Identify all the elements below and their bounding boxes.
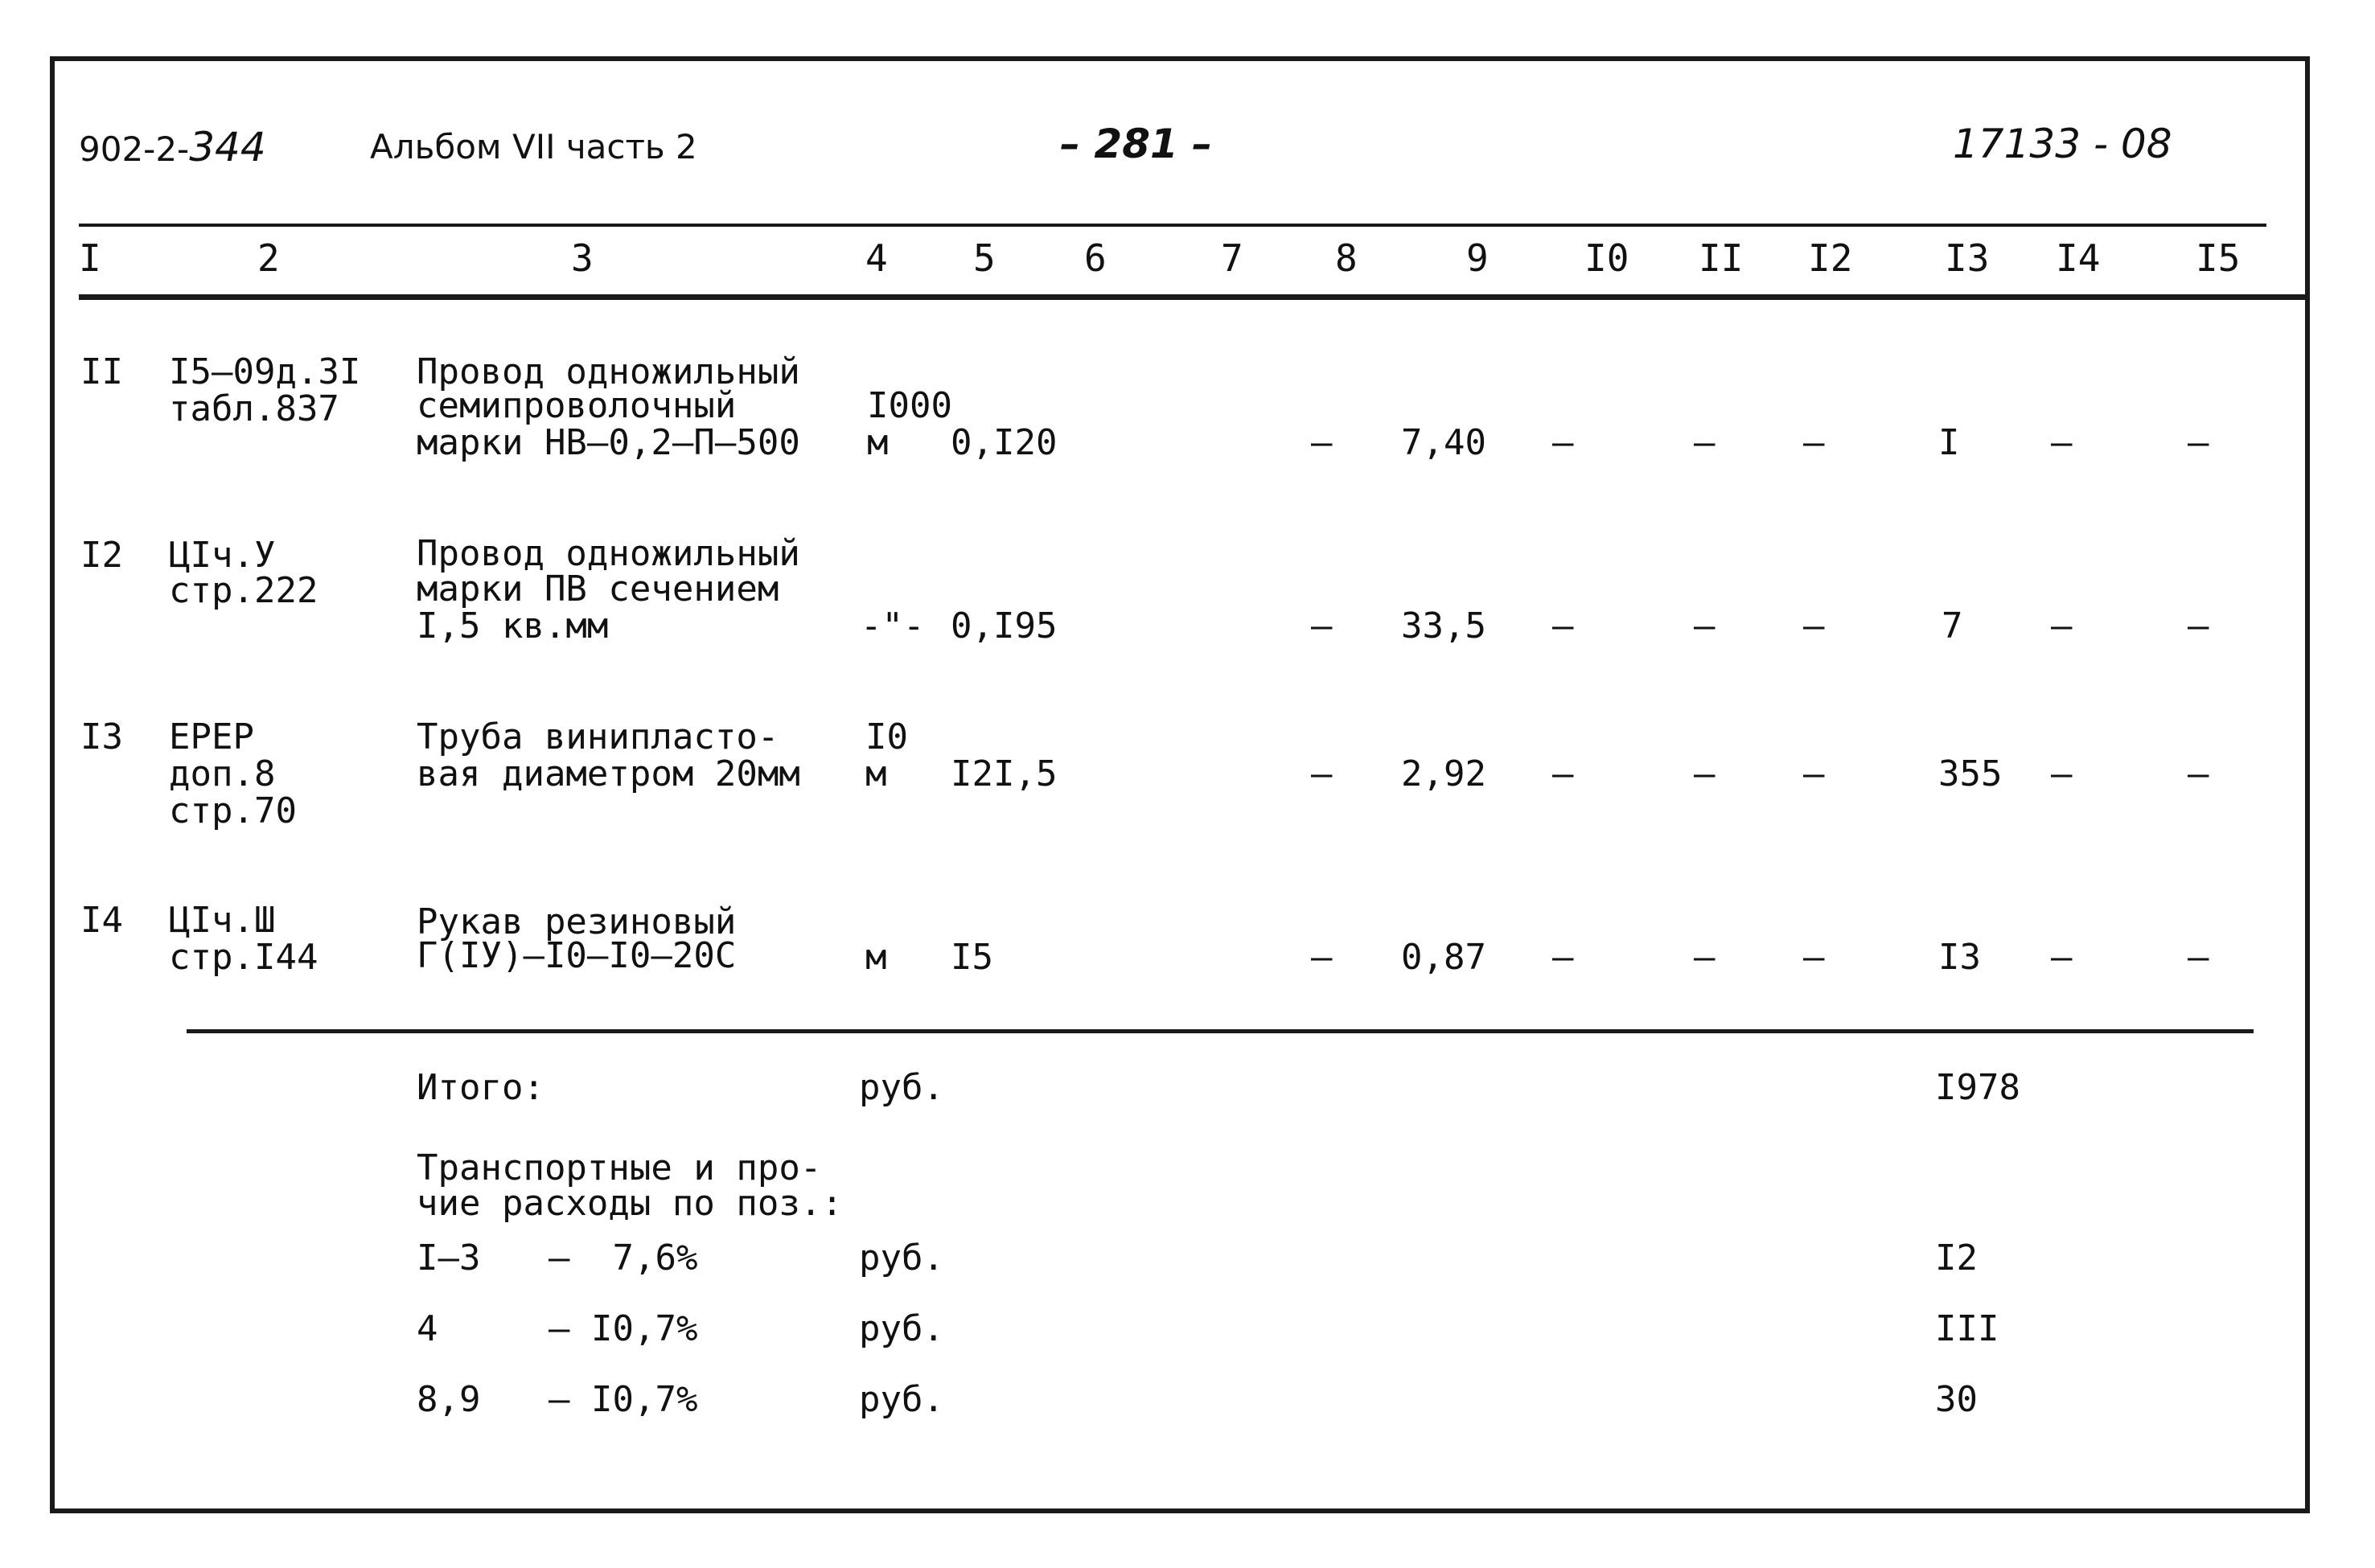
row-unit: м <box>865 753 887 794</box>
page-number: – 281 – <box>1060 121 1213 167</box>
transport-value: III <box>1935 1308 1999 1349</box>
row-quantity: 0,I20 <box>951 422 1058 463</box>
row-description: Рукав резиновый <box>417 901 737 942</box>
row-col15: – <box>2188 753 2209 794</box>
album-label: Альбом VII часть 2 <box>370 127 697 166</box>
row-col14: – <box>2051 937 2073 978</box>
row-col13: I3 <box>1938 937 1981 978</box>
row-number: I4 <box>80 900 123 941</box>
transport-position: 4 <box>417 1308 438 1349</box>
row-col9: 33,5 <box>1401 605 1486 646</box>
row-unit: м <box>865 937 887 978</box>
row-col8: – <box>1311 605 1333 646</box>
row-description: I,5 кв.мм <box>417 605 609 646</box>
column-number: 7 <box>1221 236 1243 280</box>
row-col11: – <box>1694 422 1716 463</box>
transport-unit: руб. <box>859 1308 944 1349</box>
row-unit: I000 <box>867 385 952 426</box>
row-col12: – <box>1803 753 1825 794</box>
column-number: 8 <box>1335 236 1358 280</box>
column-number: 5 <box>973 236 996 280</box>
row-reference: стр.I44 <box>169 937 318 978</box>
column-number: 6 <box>1084 236 1107 280</box>
row-col15: – <box>2188 937 2209 978</box>
row-description: Провод одножильный <box>417 533 800 574</box>
transport-label: чие расходы по поз.: <box>417 1183 843 1224</box>
row-reference: стр.70 <box>169 790 297 831</box>
row-col14: – <box>2051 605 2073 646</box>
row-col9: 2,92 <box>1401 753 1486 794</box>
row-reference: табл.837 <box>169 388 339 429</box>
total-unit: руб. <box>859 1067 944 1108</box>
total-value: I978 <box>1935 1067 2020 1108</box>
row-quantity: 0,I95 <box>951 605 1058 646</box>
row-col10: – <box>1552 753 1574 794</box>
row-col10: – <box>1552 605 1574 646</box>
row-col13: I <box>1938 422 1960 463</box>
transport-value: I2 <box>1935 1238 1978 1279</box>
row-col9: 7,40 <box>1401 422 1486 463</box>
column-number: 3 <box>571 236 594 280</box>
row-col11: – <box>1694 753 1716 794</box>
row-col11: – <box>1694 605 1716 646</box>
totals-rule <box>187 1029 2254 1033</box>
row-col12: – <box>1803 937 1825 978</box>
row-description: семипроволочный <box>417 385 737 426</box>
row-quantity: I5 <box>951 937 993 978</box>
project-code: 902-2-344 <box>79 124 266 170</box>
column-number: II <box>1699 236 1744 280</box>
column-number: I4 <box>2056 236 2101 280</box>
row-reference: I5–09д.3I <box>169 351 361 392</box>
column-number: I <box>79 236 101 280</box>
row-col10: – <box>1552 422 1574 463</box>
row-col14: – <box>2051 753 2073 794</box>
row-col9: 0,87 <box>1401 937 1486 978</box>
transport-percent: – I0,7% <box>549 1379 698 1420</box>
column-number: I5 <box>2196 236 2241 280</box>
row-col13: 7 <box>1942 605 1963 646</box>
column-number: 2 <box>257 236 280 280</box>
row-col15: – <box>2188 605 2209 646</box>
document-number: 17133 - 08 <box>1953 121 2172 167</box>
header-bottom-rule <box>79 294 2307 300</box>
transport-value: 30 <box>1935 1379 1978 1420</box>
row-description: Г(IУ)–I0–I0–20С <box>417 935 737 976</box>
transport-position: I–3 <box>417 1238 481 1279</box>
row-col12: – <box>1803 422 1825 463</box>
row-col13: 355 <box>1938 753 2003 794</box>
row-col12: – <box>1803 605 1825 646</box>
row-col15: – <box>2188 422 2209 463</box>
row-col10: – <box>1552 937 1574 978</box>
row-unit: м <box>867 422 889 463</box>
row-col14: – <box>2051 422 2073 463</box>
row-number: II <box>80 351 123 392</box>
row-description: Провод одножильный <box>417 351 800 392</box>
row-col8: – <box>1311 753 1333 794</box>
row-number: I2 <box>80 535 123 576</box>
row-unit: I0 <box>865 716 908 757</box>
row-reference: доп.8 <box>169 753 276 794</box>
row-unit: -"- <box>861 605 925 646</box>
transport-unit: руб. <box>859 1379 944 1420</box>
header-top-rule <box>79 224 2266 227</box>
column-number: 9 <box>1466 236 1489 280</box>
transport-label: Транспортные и про- <box>417 1147 822 1188</box>
row-description: Труба винипласто- <box>417 716 779 757</box>
column-number: I3 <box>1945 236 1990 280</box>
row-number: I3 <box>80 716 123 757</box>
transport-percent: – 7,6% <box>549 1238 698 1279</box>
row-reference: ЕРЕР <box>169 716 254 757</box>
row-description: вая диаметром 20мм <box>417 753 800 794</box>
row-reference: ЦIч.У <box>169 535 276 576</box>
row-description: марки ПВ сечением <box>417 569 779 610</box>
transport-percent: – I0,7% <box>549 1308 698 1349</box>
row-quantity: I2I,5 <box>951 753 1058 794</box>
transport-position: 8,9 <box>417 1379 481 1420</box>
row-col8: – <box>1311 422 1333 463</box>
row-description: марки НВ–0,2–П–500 <box>417 422 800 463</box>
total-label: Итого: <box>417 1067 544 1108</box>
column-number: I0 <box>1584 236 1629 280</box>
row-reference: стр.222 <box>169 570 318 611</box>
column-number: 4 <box>865 236 888 280</box>
row-col8: – <box>1311 937 1333 978</box>
transport-unit: руб. <box>859 1238 944 1279</box>
row-col11: – <box>1694 937 1716 978</box>
row-reference: ЦIч.Ш <box>169 900 276 941</box>
column-number: I2 <box>1808 236 1853 280</box>
